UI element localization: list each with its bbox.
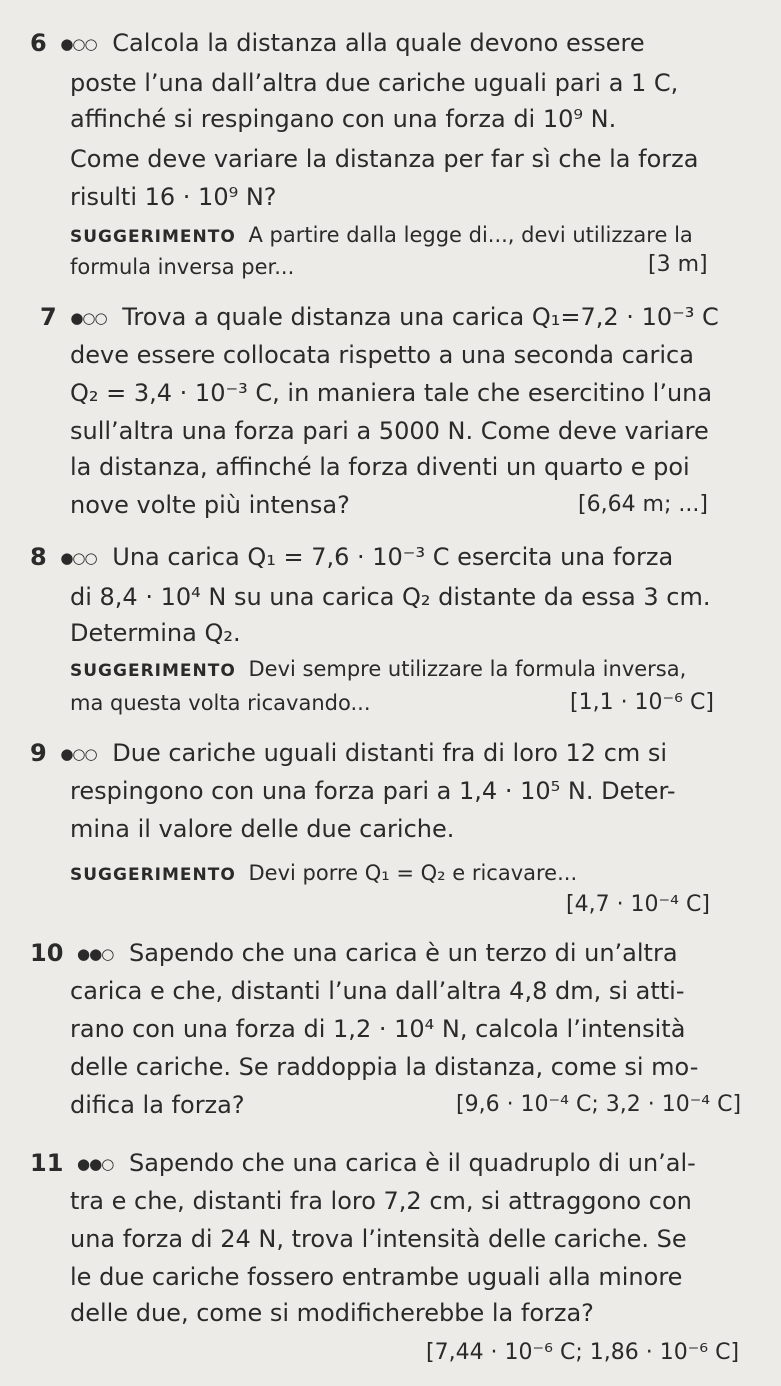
- answer: [6,64 m; ...]: [578, 492, 708, 517]
- suggestion-text: Devi sempre utilizzare la formula inversa,: [248, 657, 687, 681]
- problem-number: 8: [30, 543, 47, 571]
- problem-text-line: delle due, come si modificherebbe la forza?: [70, 1299, 594, 1327]
- problem-text-line: una forza di 24 N, trova l’intensità delle cariche. Se: [70, 1225, 687, 1253]
- answer: [9,6 · 10⁻⁴ C; 3,2 · 10⁻⁴ C]: [456, 1092, 742, 1117]
- problem-text-line: rano con una forza di 1,2 · 10⁴ N, calcola l’intensità: [70, 1015, 686, 1043]
- problem-text-line: Come deve variare la distanza per far sì che la forza: [70, 145, 699, 173]
- problem-text-line: Una carica Q₁ = 7,6 · 10⁻³ C esercita una forza: [112, 543, 674, 571]
- difficulty-indicator: ●○○: [60, 549, 97, 567]
- problem-text-line: Q₂ = 3,4 · 10⁻³ C, in maniera tale che esercitino l’una: [70, 379, 713, 407]
- problem-number: 6: [30, 29, 47, 57]
- difficulty-indicator: ●○○: [70, 309, 107, 327]
- problem-text-line: le due cariche fossero entrambe uguali alla minore: [70, 1263, 683, 1291]
- problem-text-line: Trova a quale distanza una carica Q₁=7,2 · 10⁻³ C: [122, 303, 719, 331]
- suggestion-label: SUGGERIMENTO: [70, 865, 236, 885]
- answer: [1,1 · 10⁻⁶ C]: [570, 690, 714, 715]
- suggestion-text: ma questa volta ricavando...: [70, 691, 371, 715]
- problem-number: 10: [30, 939, 64, 967]
- suggestion-text: A partire dalla legge di..., devi utilizzare la: [248, 223, 693, 247]
- answer: [3 m]: [648, 252, 708, 277]
- problem-number: 7: [40, 303, 57, 331]
- problem-text-line: Due cariche uguali distanti fra di loro 12 cm si: [112, 739, 668, 767]
- suggestion-label: SUGGERIMENTO: [70, 227, 236, 247]
- problem-text-line: Sapendo che una carica è il quadruplo di un’al-: [128, 1149, 696, 1177]
- problem-text-line: sull’altra una forza pari a 5000 N. Come deve variare: [70, 417, 709, 445]
- answer: [4,7 · 10⁻⁴ C]: [566, 892, 710, 917]
- problem-text-line: di 8,4 · 10⁴ N su una carica Q₂ distante da essa 3 cm.: [70, 583, 711, 611]
- problem-text-line: deve essere collocata rispetto a una seconda carica: [70, 341, 694, 369]
- suggestion-text: Devi porre Q₁ = Q₂ e ricavare...: [248, 861, 578, 885]
- problem-text-line: difica la forza?: [70, 1091, 245, 1119]
- difficulty-indicator: ●●○: [77, 1155, 114, 1173]
- problem-number: 11: [30, 1149, 64, 1177]
- suggestion-text: formula inversa per...: [70, 255, 295, 279]
- problem-text-line: nove volte più intensa?: [70, 491, 350, 519]
- problem-text-line: Sapendo che una carica è un terzo di un’altra: [128, 939, 678, 967]
- problem-text-line: la distanza, affinché la forza diventi un quarto e poi: [70, 453, 690, 481]
- problem-number: 9: [30, 739, 47, 767]
- problem-text-line: carica e che, distanti l’una dall’altra 4,8 dm, si atti-: [70, 977, 685, 1005]
- problem-text-line: tra e che, distanti fra loro 7,2 cm, si attraggono con: [70, 1187, 692, 1215]
- problem-text-line: delle cariche. Se raddoppia la distanza, come si mo-: [70, 1053, 699, 1081]
- problem-text-line: mina il valore delle due cariche.: [70, 815, 455, 843]
- suggestion-label: SUGGERIMENTO: [70, 661, 236, 681]
- answer: [7,44 · 10⁻⁶ C; 1,86 · 10⁻⁶ C]: [426, 1340, 740, 1365]
- difficulty-indicator: ●○○: [60, 745, 97, 763]
- difficulty-indicator: ●●○: [77, 945, 114, 963]
- problem-text-line: respingono con una forza pari a 1,4 · 10⁵ N. Deter-: [70, 777, 676, 805]
- problem-text-line: poste l’una dall’altra due cariche uguali pari a 1 C,: [70, 69, 679, 97]
- problem-text-line: Determina Q₂.: [70, 619, 241, 647]
- difficulty-indicator: ●○○: [60, 35, 97, 53]
- problem-text-line: risulti 16 · 10⁹ N?: [70, 183, 277, 211]
- problem-text-line: Calcola la distanza alla quale devono essere: [112, 29, 645, 57]
- problem-text-line: affinché si respingano con una forza di 10⁹ N.: [70, 105, 617, 133]
